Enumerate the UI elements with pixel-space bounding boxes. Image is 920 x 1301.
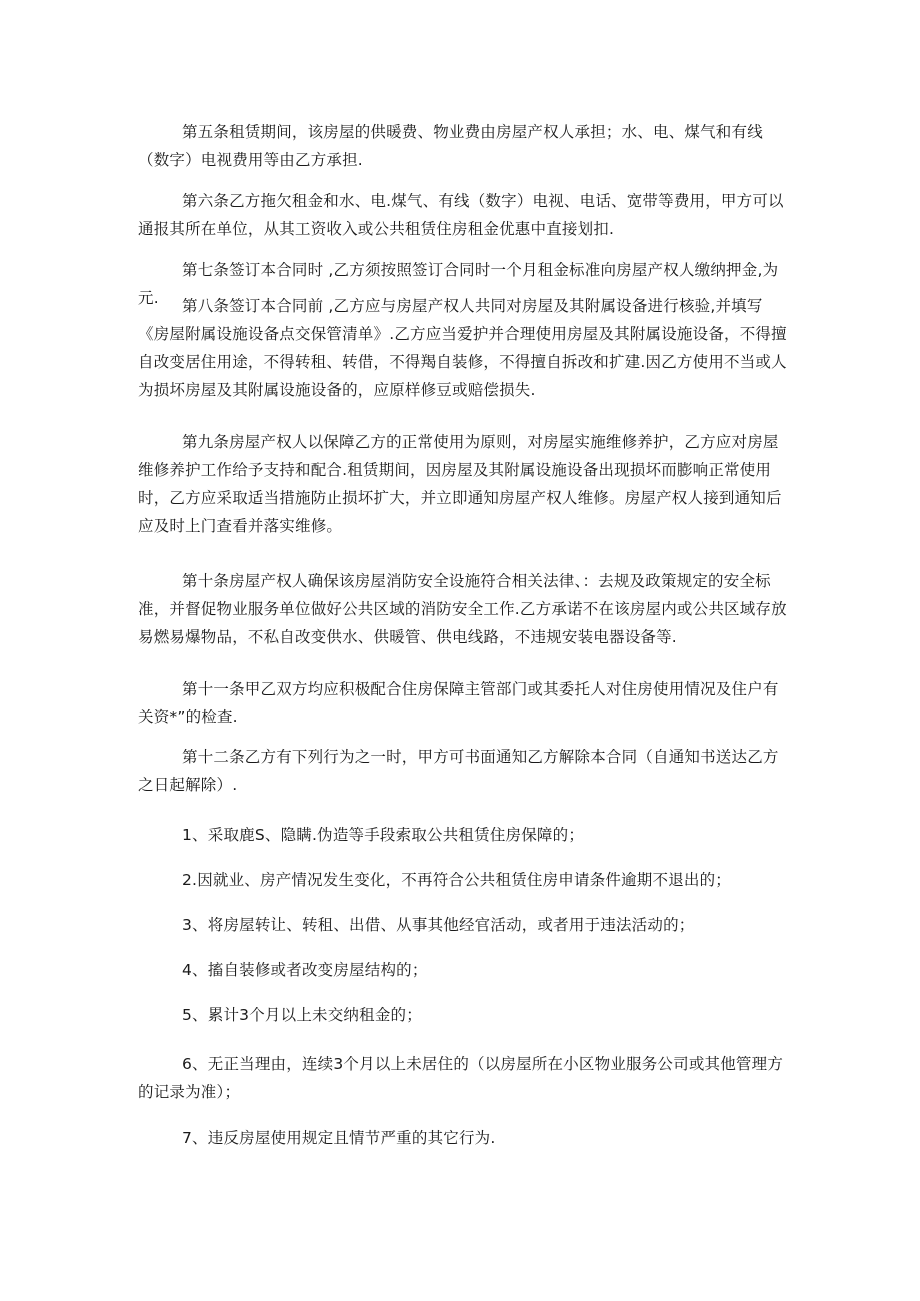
article-8: 第八条签订本合同前 ,乙方应与房屋产权人共同对房屋及其附属设备进行核验,并填写《房屋附属设施设备点交保管清单》.乙方应当爱护并合理使用房屋及其附属设施设备，不得擅自改变居住用途，不得转租、转借，不得羯自装修，不得擅自拆改和扩建.因乙方使用不当或人为损坏房屋及其附属设施设备的，应原样修豆或赔偿损失.: [138, 297, 787, 399]
list-item: 6、无正当理由，连续3个月以上未居住的（以房屋所在小区物业服务公司或其他管理方的记录为准）；: [138, 1055, 784, 1101]
list-item: 7、违反房屋使用规定且情节严重的其它行为.: [182, 1129, 496, 1147]
article-9: 第九条房屋产权人以保障乙方的正常使用为原则，对房屋实施维修养护，乙方应对房屋维修养护工作给予支持和配合.租赁期间，因房屋及其附属设施设备出现损坏而膨响正常使用时，乙方应采取适当措施防止损坏扩大，并立即通知房屋产权人维修。房屋产权人接到通知后应及时上门查看并落实维修。: [138, 433, 782, 535]
list-item: 1、采取鹿S、隐瞒.伪造等手段索取公共租赁住房保障的；: [182, 826, 585, 844]
list-item: 4、搐自装修或者改变房屋结构的；: [182, 961, 428, 979]
article-12: 第十二条乙方有下列行为之一时，甲方可书面通知乙方解除本合同（自通知书送达乙方之日起解除）.: [138, 748, 779, 794]
list-item: 2.因就业、房产情况发生变化，不再符合公共租赁住房申请条件逾期不退出的；: [182, 871, 731, 889]
article-11: 第十一条甲乙双方均应积极配合住房保障主管部门或其委托人对住房使用情况及住户有关资*”的检查.: [138, 680, 779, 726]
article-5: 第五条租赁期间，该房屋的供暖费、物业费由房屋产权人承担；水、电、煤气和有线（数字）电视费用等由乙方承担.: [138, 123, 763, 169]
list-item: 5、累计3个月以上未交纳租金的；: [182, 1006, 422, 1024]
article-6: 第六条乙方拖欠租金和水、电.煤气、有线（数字）电视、电话、宽带等费用，甲方可以通报其所在单位，从其工资收入或公共租赁住房租金优惠中直接划扣.: [138, 192, 784, 238]
article-7: 第七条签订本合同时 ,乙方须按照签订合同时一个月租金标准向房屋产权人缴纳押金,为元.: [138, 261, 779, 307]
article-10: 第十条房屋产权人确保该房屋消防安全设施符合相关法律、：去规及政策规定的安全标准，并督促物业服务单位做好公共区域的消防安全工作.乙方承诺不在该房屋内或公共区域存放易燃易爆物品，不私自改变供水、供暖管、供电线路，不违规安装电器设备等.: [138, 572, 787, 646]
list-item: 3、将房屋转让、转租、出借、从事其他经官活动，或者用于违法活动的；: [182, 916, 695, 934]
